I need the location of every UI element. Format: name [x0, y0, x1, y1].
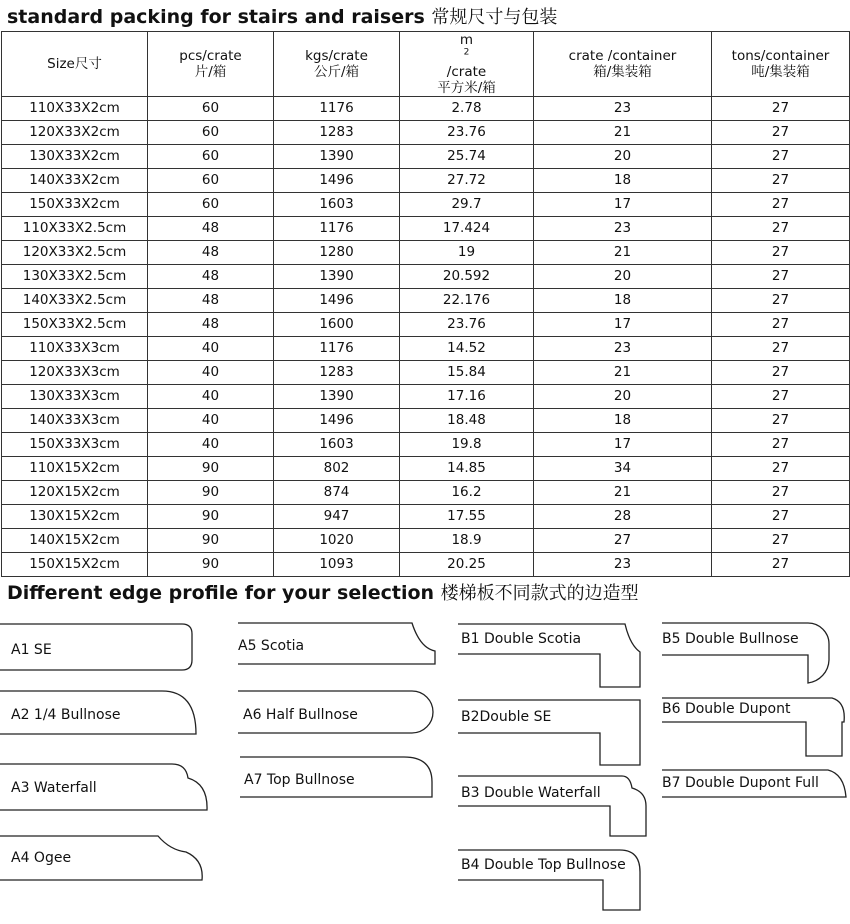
cell-tons-container: 27	[712, 193, 850, 217]
cell-size: 150X15X2cm	[2, 553, 148, 577]
cell-crate-container: 20	[534, 385, 712, 409]
cell-crate-container: 21	[534, 481, 712, 505]
cell-pcs-crate: 48	[148, 265, 274, 289]
cell-m2-crate: 14.85	[400, 457, 534, 481]
cell-m2-crate: 17.16	[400, 385, 534, 409]
cell-pcs-crate: 60	[148, 97, 274, 121]
cell-tons-container: 27	[712, 169, 850, 193]
cell-m2-crate: 17.424	[400, 217, 534, 241]
cell-kgs-crate: 1390	[274, 385, 400, 409]
cell-size: 140X33X2.5cm	[2, 289, 148, 313]
cell-tons-container: 27	[712, 265, 850, 289]
cell-pcs-crate: 48	[148, 289, 274, 313]
cell-tons-container: 27	[712, 121, 850, 145]
cell-kgs-crate: 1390	[274, 145, 400, 169]
cell-pcs-crate: 40	[148, 337, 274, 361]
cell-kgs-crate: 1176	[274, 97, 400, 121]
cell-m2-crate: 25.74	[400, 145, 534, 169]
cell-tons-container: 27	[712, 145, 850, 169]
cell-size: 110X33X2cm	[2, 97, 148, 121]
cell-crate-container: 17	[534, 193, 712, 217]
cell-kgs-crate: 1390	[274, 265, 400, 289]
cell-pcs-crate: 90	[148, 529, 274, 553]
cell-kgs-crate: 1603	[274, 433, 400, 457]
profiles-title-cn: 楼梯板不同款式的边造型	[440, 583, 639, 604]
cell-m2-crate: 19	[400, 241, 534, 265]
cell-crate-container: 17	[534, 433, 712, 457]
cell-pcs-crate: 90	[148, 553, 274, 577]
profile-a4	[0, 836, 202, 880]
cell-m2-crate: 23.76	[400, 121, 534, 145]
cell-pcs-crate: 60	[148, 169, 274, 193]
cell-kgs-crate: 802	[274, 457, 400, 481]
profile-label: A1 SE	[11, 642, 52, 658]
profile-label: A7 Top Bullnose	[244, 772, 355, 788]
profile-b7	[662, 770, 846, 797]
profile-b4	[458, 850, 640, 910]
cell-pcs-crate: 90	[148, 481, 274, 505]
cell-m2-crate: 20.25	[400, 553, 534, 577]
cell-tons-container: 27	[712, 529, 850, 553]
cell-crate-container: 28	[534, 505, 712, 529]
cell-size: 140X33X3cm	[2, 409, 148, 433]
cell-m2-crate: 27.72	[400, 169, 534, 193]
profile-b6	[662, 698, 844, 756]
profile-a1	[0, 624, 192, 670]
cell-crate-container: 21	[534, 241, 712, 265]
cell-size: 130X33X2.5cm	[2, 265, 148, 289]
cell-pcs-crate: 90	[148, 505, 274, 529]
cell-size: 150X33X2.5cm	[2, 313, 148, 337]
header-m2-crate: m $^2$ /crate 平方米/箱	[400, 32, 534, 97]
cell-m2-crate: 20.592	[400, 265, 534, 289]
profile-label: B5 Double Bullnose	[662, 631, 799, 647]
cell-pcs-crate: 48	[148, 217, 274, 241]
cell-tons-container: 27	[712, 553, 850, 577]
profile-b3	[458, 776, 646, 836]
cell-tons-container: 27	[712, 385, 850, 409]
cell-m2-crate: 14.52	[400, 337, 534, 361]
cell-kgs-crate: 947	[274, 505, 400, 529]
profile-b5	[662, 623, 829, 683]
cell-kgs-crate: 1280	[274, 241, 400, 265]
cell-crate-container: 18	[534, 169, 712, 193]
packing-title-cn: 常规尺寸与包装	[431, 7, 558, 28]
cell-tons-container: 27	[712, 289, 850, 313]
cell-kgs-crate: 1496	[274, 409, 400, 433]
header-tons-container: tons/container 吨/集装箱	[712, 32, 850, 97]
cell-m2-crate: 22.176	[400, 289, 534, 313]
cell-m2-crate: 17.55	[400, 505, 534, 529]
cell-kgs-crate: 1093	[274, 553, 400, 577]
cell-tons-container: 27	[712, 361, 850, 385]
cell-size: 150X33X2cm	[2, 193, 148, 217]
cell-size: 120X15X2cm	[2, 481, 148, 505]
cell-size: 150X33X3cm	[2, 433, 148, 457]
cell-pcs-crate: 40	[148, 433, 274, 457]
cell-tons-container: 27	[712, 217, 850, 241]
cell-size: 120X33X2.5cm	[2, 241, 148, 265]
cell-crate-container: 23	[534, 97, 712, 121]
cell-m2-crate: 2.78	[400, 97, 534, 121]
profile-label: B2Double SE	[461, 709, 552, 725]
header-crate-container: crate /container 箱/集装箱	[534, 32, 712, 97]
cell-pcs-crate: 40	[148, 385, 274, 409]
profile-label: A4 Ogee	[11, 850, 72, 866]
profile-label: A3 Waterfall	[11, 780, 97, 796]
cell-pcs-crate: 40	[148, 361, 274, 385]
cell-kgs-crate: 1496	[274, 169, 400, 193]
cell-crate-container: 23	[534, 553, 712, 577]
profile-label: B4 Double Top Bullnose	[461, 857, 626, 873]
profile-b2	[458, 700, 640, 765]
cell-kgs-crate: 1603	[274, 193, 400, 217]
cell-size: 120X33X2cm	[2, 121, 148, 145]
cell-pcs-crate: 48	[148, 313, 274, 337]
profile-label: B3 Double Waterfall	[461, 785, 601, 801]
cell-m2-crate: 16.2	[400, 481, 534, 505]
cell-tons-container: 27	[712, 337, 850, 361]
profile-a6	[238, 691, 433, 733]
cell-tons-container: 27	[712, 313, 850, 337]
profile-label: B7 Double Dupont Full	[662, 775, 819, 791]
header-size: Size尺寸	[2, 32, 148, 97]
cell-m2-crate: 18.48	[400, 409, 534, 433]
cell-size: 110X33X3cm	[2, 337, 148, 361]
cell-m2-crate: 19.8	[400, 433, 534, 457]
cell-kgs-crate: 1020	[274, 529, 400, 553]
cell-size: 140X33X2cm	[2, 169, 148, 193]
cell-tons-container: 27	[712, 409, 850, 433]
cell-size: 130X33X3cm	[2, 385, 148, 409]
cell-m2-crate: 18.9	[400, 529, 534, 553]
cell-size: 120X33X3cm	[2, 361, 148, 385]
cell-crate-container: 21	[534, 121, 712, 145]
cell-tons-container: 27	[712, 505, 850, 529]
cell-pcs-crate: 60	[148, 193, 274, 217]
header-kgs-crate: kgs/crate 公斤/箱	[274, 32, 400, 97]
cell-kgs-crate: 1283	[274, 361, 400, 385]
cell-pcs-crate: 48	[148, 241, 274, 265]
cell-m2-crate: 15.84	[400, 361, 534, 385]
cell-m2-crate: 29.7	[400, 193, 534, 217]
profile-a7	[240, 757, 432, 797]
cell-kgs-crate: 1283	[274, 121, 400, 145]
profile-label: B1 Double Scotia	[461, 631, 582, 647]
profile-a5	[238, 623, 435, 664]
profiles-title-en: Different edge profile for your selection	[7, 582, 435, 604]
cell-kgs-crate: 1600	[274, 313, 400, 337]
cell-crate-container: 21	[534, 361, 712, 385]
cell-m2-crate: 23.76	[400, 313, 534, 337]
profile-label: A6 Half Bullnose	[243, 707, 358, 723]
cell-crate-container: 17	[534, 313, 712, 337]
cell-size: 130X33X2cm	[2, 145, 148, 169]
profile-label: A5 Scotia	[238, 638, 305, 654]
profile-label: A2 1/4 Bullnose	[11, 707, 121, 723]
cell-size: 110X15X2cm	[2, 457, 148, 481]
cell-kgs-crate: 1496	[274, 289, 400, 313]
cell-tons-container: 27	[712, 241, 850, 265]
cell-crate-container: 34	[534, 457, 712, 481]
cell-pcs-crate: 90	[148, 457, 274, 481]
cell-kgs-crate: 1176	[274, 337, 400, 361]
cell-size: 140X15X2cm	[2, 529, 148, 553]
cell-crate-container: 23	[534, 217, 712, 241]
cell-kgs-crate: 1176	[274, 217, 400, 241]
profile-b1	[458, 624, 640, 687]
cell-pcs-crate: 60	[148, 121, 274, 145]
cell-crate-container: 20	[534, 265, 712, 289]
profile-a3	[0, 764, 207, 810]
cell-kgs-crate: 874	[274, 481, 400, 505]
cell-crate-container: 18	[534, 289, 712, 313]
cell-tons-container: 27	[712, 457, 850, 481]
header-pcs-crate: pcs/crate 片/箱	[148, 32, 274, 97]
packing-title-en: standard packing for stairs and raisers	[7, 6, 425, 28]
cell-crate-container: 20	[534, 145, 712, 169]
cell-tons-container: 27	[712, 433, 850, 457]
cell-crate-container: 27	[534, 529, 712, 553]
cell-tons-container: 27	[712, 97, 850, 121]
cell-size: 130X15X2cm	[2, 505, 148, 529]
cell-pcs-crate: 40	[148, 409, 274, 433]
cell-size: 110X33X2.5cm	[2, 217, 148, 241]
cell-crate-container: 18	[534, 409, 712, 433]
cell-pcs-crate: 60	[148, 145, 274, 169]
cell-tons-container: 27	[712, 481, 850, 505]
profile-a2	[0, 691, 196, 734]
profile-label: B6 Double Dupont	[662, 701, 791, 717]
cell-crate-container: 23	[534, 337, 712, 361]
